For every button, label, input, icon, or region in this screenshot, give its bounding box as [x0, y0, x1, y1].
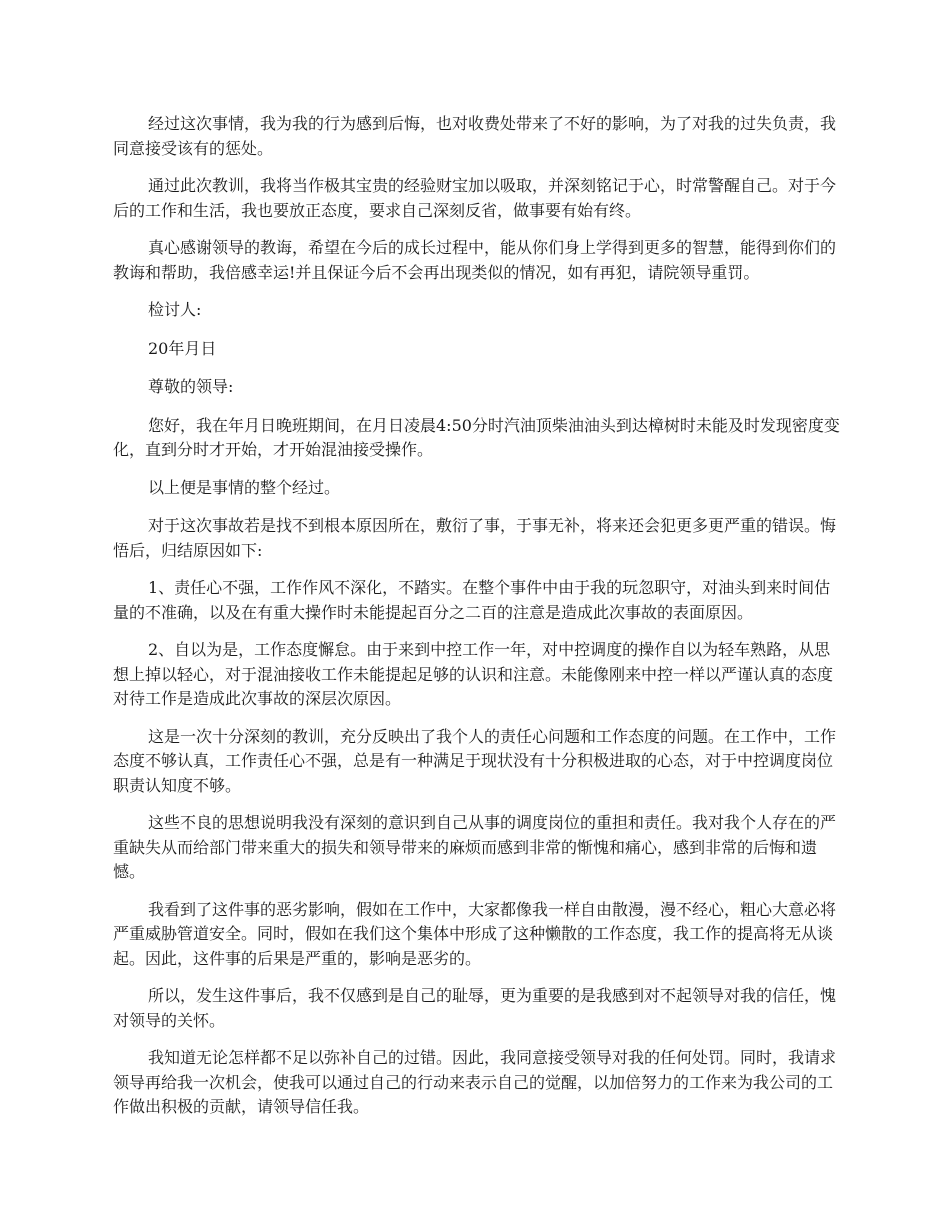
- paragraph: 这是一次十分深刻的教训，充分反映出了我个人的责任心问题和工作态度的问题。在工作中，工作态度不够认真，工作责任心不强，总是有一种满足于现状没有十分积极进取的心态，对于中控调度岗位职责认知度不够。: [113, 726, 837, 795]
- document-body: [113, 112, 843, 1133]
- paragraph: 对于这次事故若是找不到根本原因所在，敷衍了事，于事无补，将来还会犯更多更严重的错误。悔悟后，归结原因如下:: [113, 516, 837, 560]
- signature-label: 检讨人:: [148, 300, 202, 319]
- paragraph: 真心感谢领导的教诲，希望在今后的成长过程中，能从你们身上学得到更多的智慧，能得到你们的教诲和帮助，我倍感幸运!并且保证今后不会再出现类似的情况，如有再犯，请院领导重罚。: [113, 238, 837, 282]
- paragraph: 所以，发生这件事后，我不仅感到是自己的耻辱，更为重要的是我感到对不起领导对我的信任，愧对领导的关怀。: [113, 986, 837, 1030]
- date-line: 20年月日: [148, 338, 217, 358]
- salutation: 尊敬的领导:: [148, 377, 234, 396]
- paragraph: 经过这次事情，我为我的行为感到后悔，也对收费处带来了不好的影响，为了对我的过失负责，我同意接受该有的惩处。: [113, 114, 837, 158]
- paragraph: 2、自以为是，工作态度懈怠。由于来到中控工作一年，对中控调度的操作自以为轻车熟路，从思想上掉以轻心，对于混油接收工作未能提起足够的认识和注意。未能像刚来中控一样以严谨认真的态度对待工作是造成此次事故的深层次原因。: [113, 640, 834, 708]
- paragraph: 您好，我在年月日晚班期间，在月日凌晨4:50分时汽油顶柴油油头到达樟树时未能及时发现密度变化，直到分时才开始，才开始混油接受操作。: [113, 415, 840, 459]
- paragraph: 我知道无论怎样都不足以弥补自己的过错。因此，我同意接受领导对我的任何处罚。同时，我请求领导再给我一次机会，使我可以通过自己的行动来表示自己的觉醒，以加倍努力的工作来为我公司的工作做出积极的贡献，请领导信任我。: [113, 1048, 837, 1116]
- paragraph: 以上便是事情的整个经过。: [148, 477, 341, 497]
- paragraph: 通过此次教训，我将当作极其宝贵的经验财宝加以吸取，并深刻铭记于心，时常警醒自己。对于今后的工作和生活，我也要放正态度，要求自己深刻反省，做事要有始有终。: [113, 176, 837, 220]
- paragraph: 我看到了这件事的恶劣影响，假如在工作中，大家都像我一样自由散漫，漫不经心，粗心大意必将严重威胁管道安全。同时，假如在我们这个集体中形成了这种懒散的工作态度，我工作的提高将无从谈起。因此，这件事的后果是严重的，影响是恶劣的。: [113, 899, 837, 968]
- paragraph: 1、责任心不强，工作作风不深化，不踏实。在整个事件中由于我的玩忽职守，对油头到来时间估量的不准确，以及在有重大操作时未能提起百分之二百的注意是造成此次事故的表面原因。: [113, 578, 831, 622]
- paragraph: 这些不良的思想说明我没有深刻的意识到自己从事的调度岗位的重担和责任。我对我个人存在的严重缺失从而给部门带来重大的损失和领导带来的麻烦而感到非常的惭愧和痛心，感到非常的后悔和遗憾。: [113, 813, 837, 881]
